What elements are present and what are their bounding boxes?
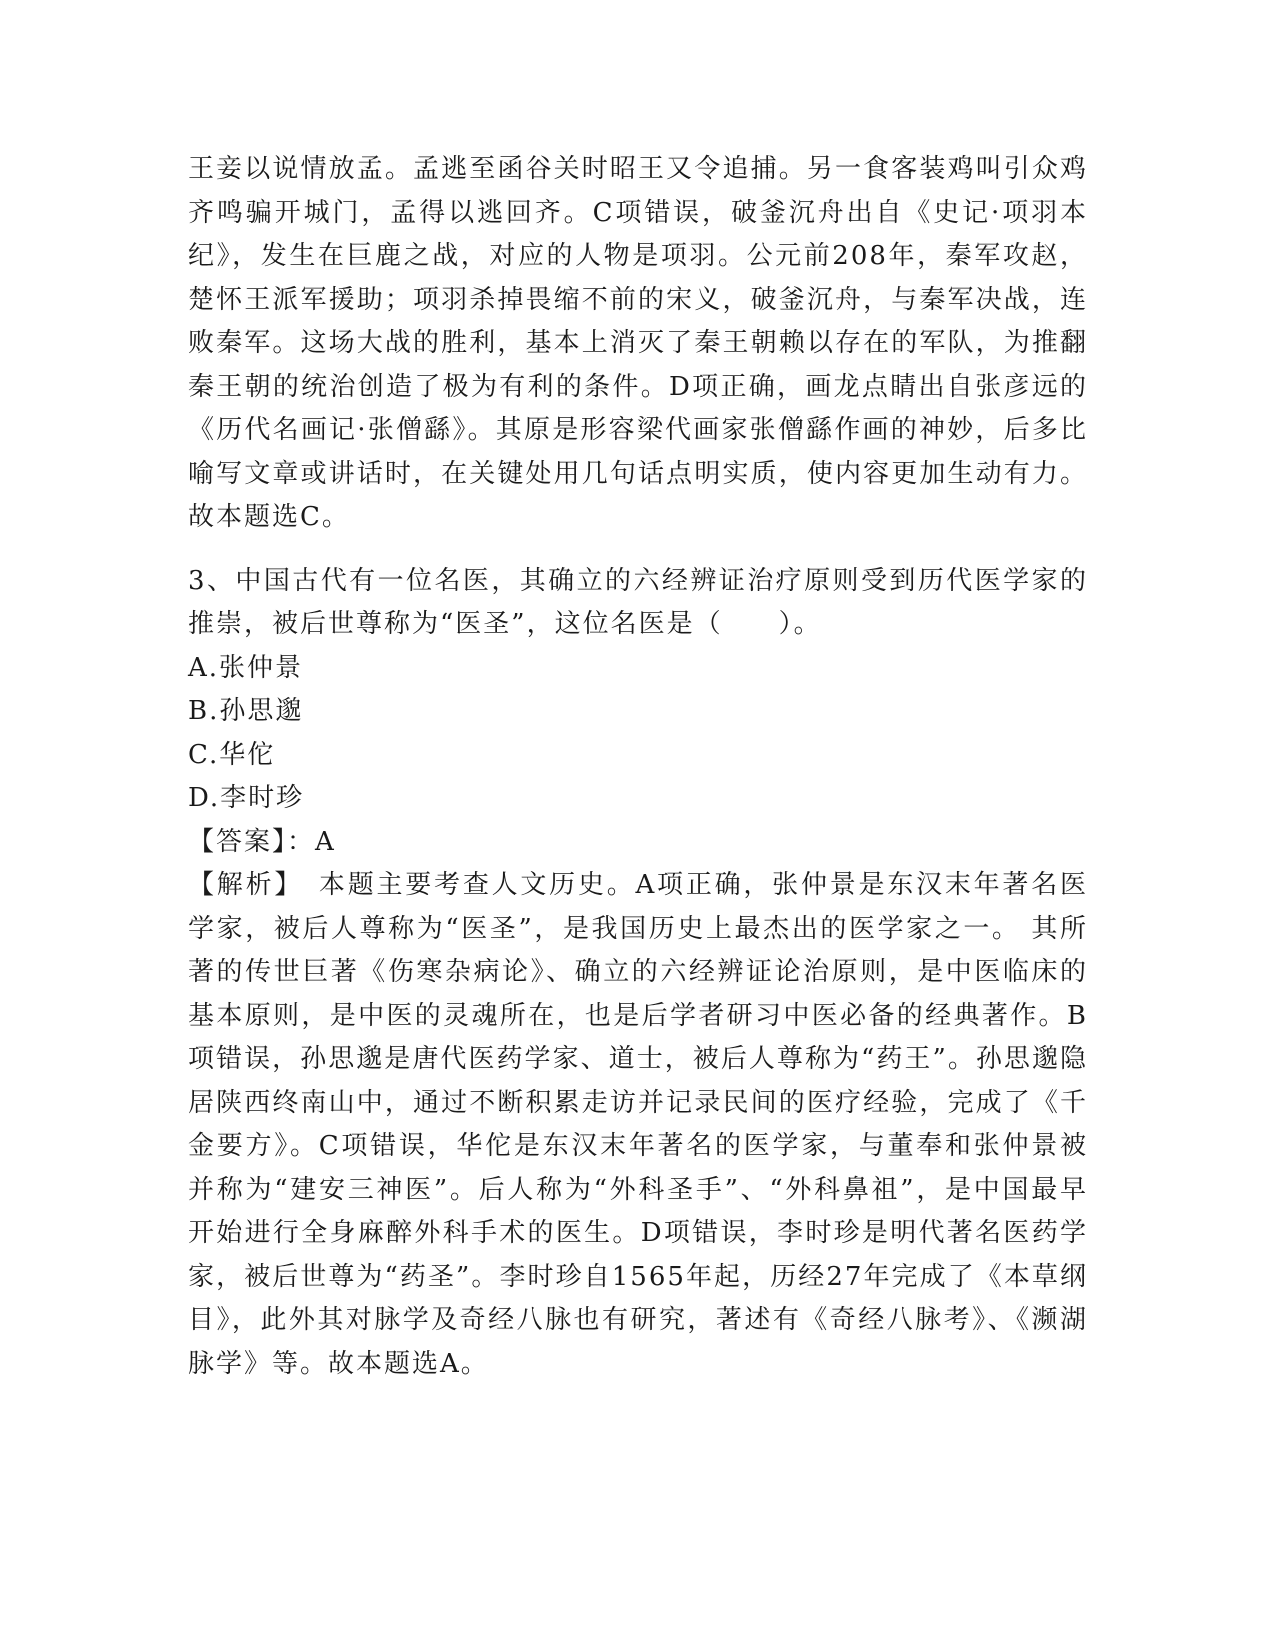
option-c: C.华佗 — [188, 739, 276, 770]
question-3-stem: 3、中国古代有一位名医，其确立的六经辨证治疗原则受到历代医学家的推崇，被后世尊称为“医圣”，这位名医是（ ）。 — [188, 565, 1088, 639]
document-body — [188, 148, 1088, 1386]
answer-line: 【答案】：A — [188, 826, 336, 857]
question-3-explanation: 【解析】 本题主要考查人文历史。A项正确，张仲景是东汉末年著名医学家，被后人尊称为“医圣”，是我国历史上最杰出的医学家之一。 其所著的传世巨著《伤寒杂病论》、确立的六经辨证论治原则，是中医临床的基本原则，是中医的灵魂所在，也是后学者研习中医必备的经典著作。B项错误，孙思邈是唐代医药学家、道士，被后人尊称为“药王”。孙思邈隐居陕西终南山中，通过不断积累走访并记录民间的医疗经验，完成了《千金要方》。C项错误，华佗是东汉末年著名的医学家，与董奉和张仲景被并称为“建安三神医”。后人称为“外科圣手”、“外科鼻祖”，是中国最早开始进行全身麻醉外科手术的医生。D项错误，李时珍是明代著名医药学家，被后世尊为“药圣”。李时珍自1565年起，历经27年完成了《本草纲目》，此外其对脉学及奇经八脉也有研究，著述有《奇经八脉考》、《濒湖脉学》等。故本题选A。 — [188, 870, 1088, 1379]
option-b: B.孙思邈 — [188, 696, 304, 726]
option-d: D.李时珍 — [188, 783, 305, 813]
previous-question-explanation: 王妾以说情放孟。孟逃至函谷关时昭王又令追捕。另一食客装鸡叫引众鸡齐鸣骗开城门，孟得以逃回齐。C项错误，破釜沉舟出自《史记·项羽本纪》，发生在巨鹿之战，对应的人物是项羽。公元前208年，秦军攻赵，楚怀王派军援助；项羽杀掉畏缩不前的宋义，破釜沉舟，与秦军决战，连败秦军。这场大战的胜利，基本上消灭了秦王朝赖以存在的军队，为推翻秦王朝的统治创造了极为有利的条件。D项正确，画龙点睛出自张彦远的《历代名画记·张僧繇》。其原是形容梁代画家张僧繇作画的神妙，后多比喻写文章或讲话时，在关键处用几句话点明实质，使内容更加生动有力。故本题选C。 — [188, 154, 1088, 532]
option-a: A.张仲景 — [188, 652, 304, 683]
paragraph-spacer — [188, 540, 1088, 560]
